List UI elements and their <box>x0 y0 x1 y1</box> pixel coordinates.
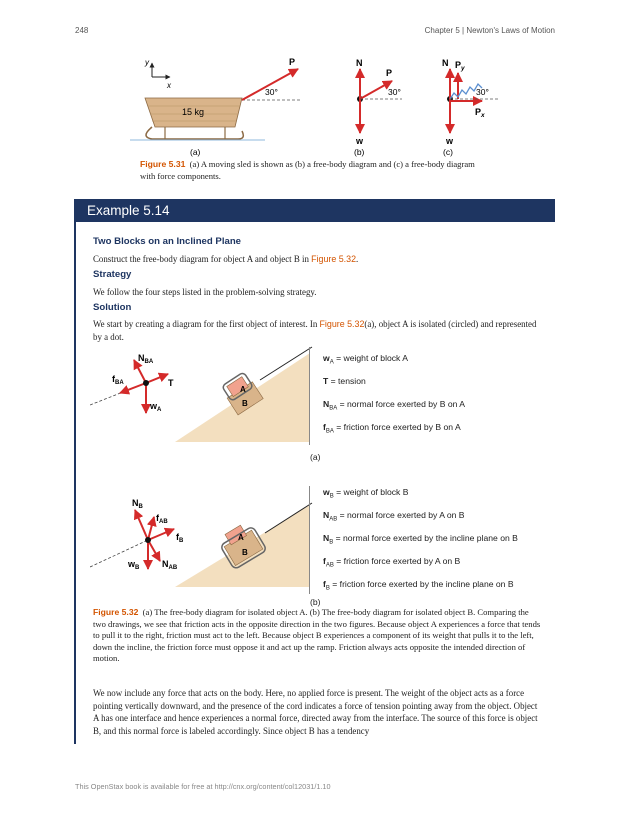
f-b-label: $f_B$ <box>176 532 184 544</box>
figure-5-32b <box>90 485 320 595</box>
panel-label-c: (c) <box>443 147 453 157</box>
legend-a-item: $w_A$ = weight of block A <box>323 353 408 366</box>
n-ba-label: $N_{BA}$ <box>138 353 154 365</box>
legend-b-item: $N_B$ = normal force exerted by the incline plane on B <box>323 533 518 546</box>
figure-5-32-link[interactable]: Figure 5.32 <box>311 254 357 264</box>
example-side-rule <box>74 222 76 744</box>
legend-b-item: $f_{AB}$ = friction force exerted by A on B <box>323 556 461 569</box>
strategy-heading: Strategy <box>93 269 132 280</box>
figure-5-32a <box>90 345 320 445</box>
n-label-c: N <box>442 58 449 68</box>
legend-b-item: $N_{AB}$ = normal force exerted by A on B <box>323 510 465 523</box>
legend-b-item: $f_B$ = friction force exerted by the incline plane on B <box>323 579 514 592</box>
solution-text-end: (a), object A is isolated (circled) and represented by a dot. <box>93 319 537 342</box>
force-p-label: P <box>289 57 296 67</box>
f-ba-label: $f_{BA}$ <box>112 374 124 386</box>
sled <box>130 98 265 140</box>
divider-a <box>309 347 310 445</box>
chapter-header: Chapter 5 | Newton's Laws of Motion <box>424 26 555 35</box>
figure-5-32-link-2[interactable]: Figure 5.32 <box>319 319 365 329</box>
t-label: T <box>168 378 174 388</box>
figure-5-32-caption-text: (a) The free-body diagram for isolated object A. (b) The free-body diagram for isolated object B. Comparing the two drawings, we see that friction acts in the opposite direction in the two figures. Because object A experiences a force that tends to pull it to the right, friction must act to the left. Because object B experiences a component of its weight that pulls it to the left, down the incline, the friction force must oppose it and act up the ramp. Friction always acts opposite the intended direction of motion. <box>93 607 541 663</box>
w-a-label: $w_A$ <box>150 401 162 413</box>
figure-5-32-label: Figure 5.32 <box>93 607 139 617</box>
footer: This OpenStax book is available for free at http://cnx.org/content/col12031/1.10 <box>75 782 331 791</box>
mass-label: 15 kg <box>182 107 205 117</box>
divider-b <box>309 486 310 594</box>
example-intro <box>93 253 543 266</box>
angle-label-a: 30° <box>265 87 278 97</box>
n-label-b: N <box>356 58 363 68</box>
example-subtitle: Two Blocks on an Inclined Plane <box>93 236 242 247</box>
legend-a <box>323 353 465 445</box>
f-ab-label: $f_{AB}$ <box>156 513 168 525</box>
w-label-c: w <box>446 136 454 146</box>
n-b-label: $N_B$ <box>132 498 143 510</box>
closing-paragraph: We now include any force that acts on the body. Here, no applied force is present. The weight of the object acts as a force pointing vertically downward, and the presence of the cord indicates a force of tension pointing away from the object. Object A has one interface and hence experiences a normal force, directed away from the interface. The source of this force is object B, and this normal force is labeled accordingly. Since object B has a tendency <box>93 688 538 736</box>
solution-text-start: We start by creating a diagram for the first object of interest. In <box>93 319 320 329</box>
figure-5-31 <box>130 55 500 160</box>
example-intro-text: Construct the free-body diagram for object A and object B in <box>93 254 312 264</box>
block-a-label: A <box>240 385 246 394</box>
solution-text <box>93 318 543 343</box>
py-label-c: $P_y$ <box>455 60 465 72</box>
panel-label-b: (b) <box>354 147 365 157</box>
angle-label-b: 30° <box>388 87 401 97</box>
figure-5-32-caption <box>93 607 543 665</box>
example-title: Example 5.14 <box>87 203 170 218</box>
n-ab-label: $N_{AB}$ <box>162 559 178 571</box>
legend-a-item: T = tension <box>323 376 366 386</box>
px-label-c: $P_x$ <box>475 107 485 119</box>
p-label-b: P <box>386 68 393 78</box>
legend-b-item: $w_B$ = weight of block B <box>323 487 409 500</box>
figure-5-31-label: Figure 5.31 <box>140 159 186 169</box>
panel-label-532a: (a) <box>310 452 321 462</box>
legend-b <box>323 487 518 602</box>
panel-label-a: (a) <box>190 147 201 157</box>
page-number: 248 <box>75 26 89 35</box>
block-b-label-b: B <box>242 548 248 557</box>
block-b-label: B <box>242 399 248 408</box>
panel-label-532b: (b) <box>310 597 321 607</box>
example-title-bar <box>74 199 555 222</box>
w-label-b: w <box>356 136 364 146</box>
w-b-label: $w_B$ <box>128 559 140 571</box>
axis-y-label: y <box>145 58 149 67</box>
legend-a-item: $N_{BA}$ = normal force exerted by B on A <box>323 399 466 412</box>
axis-x-label: x <box>167 81 171 90</box>
figure-5-31-caption <box>140 159 485 182</box>
block-a-label-b: A <box>238 533 244 542</box>
strategy-text: We follow the four steps listed in the problem-solving strategy. <box>93 287 317 297</box>
angle-label-c: 30° <box>476 87 489 97</box>
example-intro-end: . <box>356 254 359 264</box>
figure-5-31-caption-text: (a) A moving sled is shown as (b) a free-body diagram and (c) a free-body diagram with force components. <box>140 159 475 181</box>
legend-a-item: $f_{BA}$ = friction force exerted by B on A <box>323 422 461 435</box>
solution-heading: Solution <box>93 302 132 313</box>
